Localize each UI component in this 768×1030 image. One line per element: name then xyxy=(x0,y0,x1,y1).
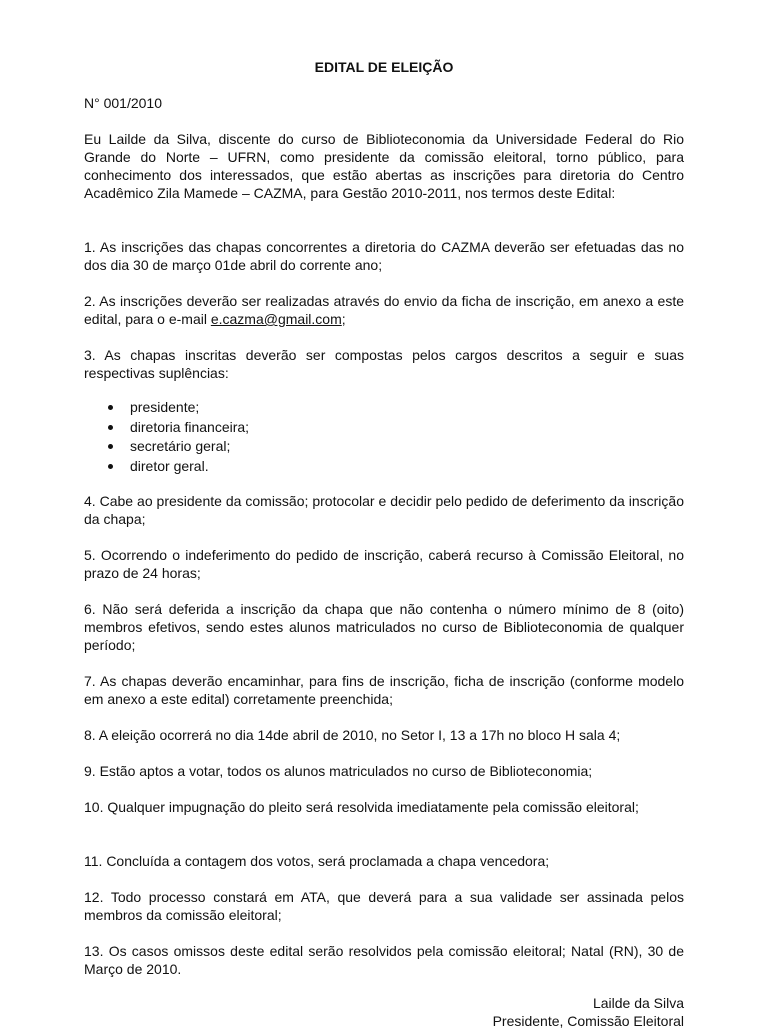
item-7: 7. As chapas deverão encaminhar, para fins de inscrição, ficha de inscrição (conforme modelo em anexo a este edital) corretamente preenchida; xyxy=(84,673,684,707)
item-13: 13. Os casos omissos deste edital serão resolvidos pela comissão eleitoral; Natal (RN), 30 de Março de 2010. xyxy=(84,943,684,977)
signature-role: Presidente, Comissão Eleitoral xyxy=(492,1013,684,1029)
item-5: 5. Ocorrendo o indeferimento do pedido de inscrição, caberá recurso à Comissão Eleitoral, no prazo de 24 horas; xyxy=(84,547,684,581)
bullet-icon xyxy=(108,464,113,469)
item-2 xyxy=(84,292,684,328)
bullet-icon xyxy=(108,405,113,410)
list-item xyxy=(84,398,684,418)
item-4: 4. Cabe ao presidente da comissão; protocolar e decidir pelo pedido de deferimento da inscrição da chapa; xyxy=(84,493,684,527)
item-9: 9. Estão aptos a votar, todos os alunos matriculados no curso de Biblioteconomia; xyxy=(84,763,593,779)
item-2-text: 2. As inscrições deverão ser realizadas através do envio da ficha de inscrição, em anexo a este edital, para o e-mail xyxy=(84,293,684,327)
intro-paragraph: Eu Lailde da Silva, discente do curso de Biblioteconomia da Universidade Federal do Rio Grande do Norte – UFRN, como presidente da comissão eleitoral, torno público, para conhecimento dos interessados, que estão abertas as inscrições para diretoria do Centro Acadêmico Zila Mamede – CAZMA, para Gestão 2010-2011, nos termos deste Edital: xyxy=(84,131,684,201)
bullet-icon xyxy=(108,444,113,449)
list-item xyxy=(84,457,684,477)
edital-number: N° 001/2010 xyxy=(84,95,162,111)
item-11: 11. Concluída a contagem dos votos, será proclamada a chapa vencedora; xyxy=(84,853,550,869)
page-title: EDITAL DE ELEIÇÃO xyxy=(314,59,454,75)
item-2-end: ; xyxy=(341,311,346,327)
list-item-label: diretoria financeira; xyxy=(130,418,250,435)
item-6: 6. Não será deferida a inscrição da chapa que não contenha o número mínimo de 8 (oito) membros efetivos, sendo estes alunos matriculados no curso de Biblioteconomia de qualquer período; xyxy=(84,601,684,653)
signature-name: Lailde da Silva xyxy=(592,995,684,1011)
item-12: 12. Todo processo constará em ATA, que deverá para a sua validade ser assinada pelos membros da comissão eleitoral; xyxy=(84,889,684,923)
email-link[interactable]: e.cazma@gmail.com xyxy=(210,311,342,327)
item-10: 10. Qualquer impugnação do pleito será resolvida imediatamente pela comissão eleitoral; xyxy=(84,799,639,815)
bullet-icon xyxy=(108,425,113,430)
document-page xyxy=(84,0,684,1029)
item-3: 3. As chapas inscritas deverão ser compostas pelos cargos descritos a seguir e suas respectivas suplências: xyxy=(84,347,684,381)
item-1: 1. As inscrições das chapas concorrentes a diretoria do CAZMA deverão ser efetuadas das no dos dia 30 de março 01de abril do corrente ano; xyxy=(84,239,684,273)
list-item-label: diretor geral. xyxy=(130,457,209,474)
list-item-label: secretário geral; xyxy=(130,438,231,454)
list-item xyxy=(84,437,684,457)
item-8: 8. A eleição ocorrerá no dia 14de abril de 2010, no Setor I, 13 a 17h no bloco H sala 4; xyxy=(84,727,621,743)
list-item xyxy=(84,418,684,438)
positions-list xyxy=(84,398,684,476)
list-item-label: presidente; xyxy=(130,399,200,415)
